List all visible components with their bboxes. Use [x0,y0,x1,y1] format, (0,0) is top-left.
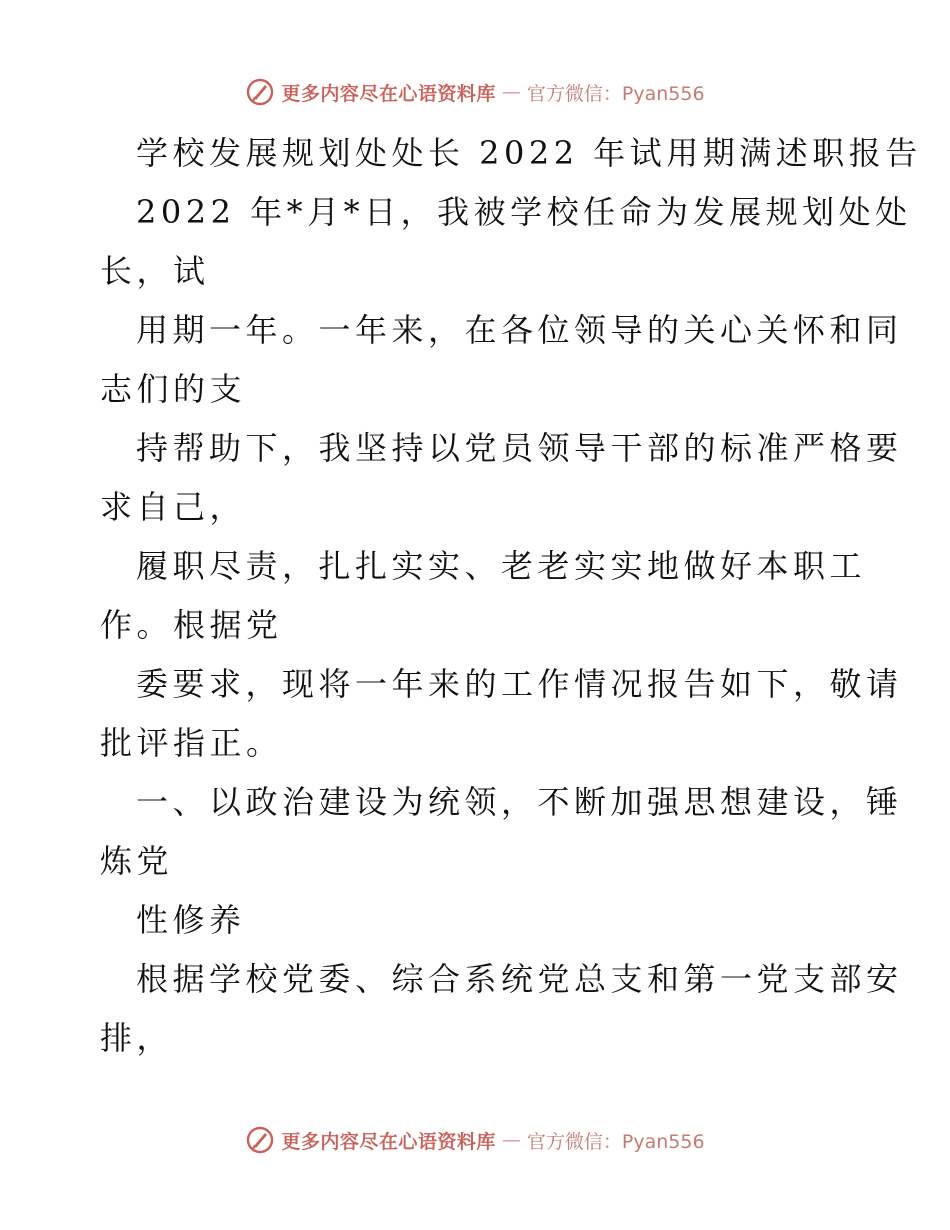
doc-line: 用期一年。一年来，在各位领导的关心关怀和同 [136,311,903,349]
section-heading: 一、以政治建设为统领，不断加强思想建设，锤 [136,783,903,821]
doc-line: 持帮助下，我坚持以党员领导干部的标准严格要 [136,429,903,467]
watermark-separator: — [501,81,521,103]
doc-line: 性修养 [136,901,246,939]
doc-line: 志们的支 [100,370,247,408]
watermark-separator: — [501,1129,521,1151]
header-watermark [0,72,950,112]
doc-line: 炼党 [100,842,174,880]
doc-line: 批评指正。 [100,724,283,762]
watermark-text: 更多内容尽在心语资料库 [281,82,496,105]
doc-line: 求自己， [100,488,247,526]
watermark-contact: 官方微信：Pyan556 [526,1130,705,1153]
footer-watermark [0,1120,950,1160]
doc-line: 排， [100,1019,174,1057]
circled-quill-icon [245,1125,275,1155]
watermark-contact: 官方微信：Pyan556 [526,82,705,105]
document-body [100,124,922,1068]
circled-quill-icon [245,77,275,107]
doc-line: 根据学校党委、综合系统党总支和第一党支部安 [136,960,903,998]
doc-line: 2022 年*月*日，我被学校任命为发展规划处处 [136,193,912,231]
doc-line: 作。根据党 [100,606,283,644]
doc-title: 学校发展规划处处长 2022 年试用期满述职报告 [136,134,922,172]
doc-line: 委要求，现将一年来的工作情况报告如下，敬请 [136,665,903,703]
watermark-text: 更多内容尽在心语资料库 [281,1130,496,1153]
doc-line: 长，试 [100,252,210,290]
doc-line: 履职尽责，扎扎实实、老老实实地做好本职工 [136,547,867,585]
